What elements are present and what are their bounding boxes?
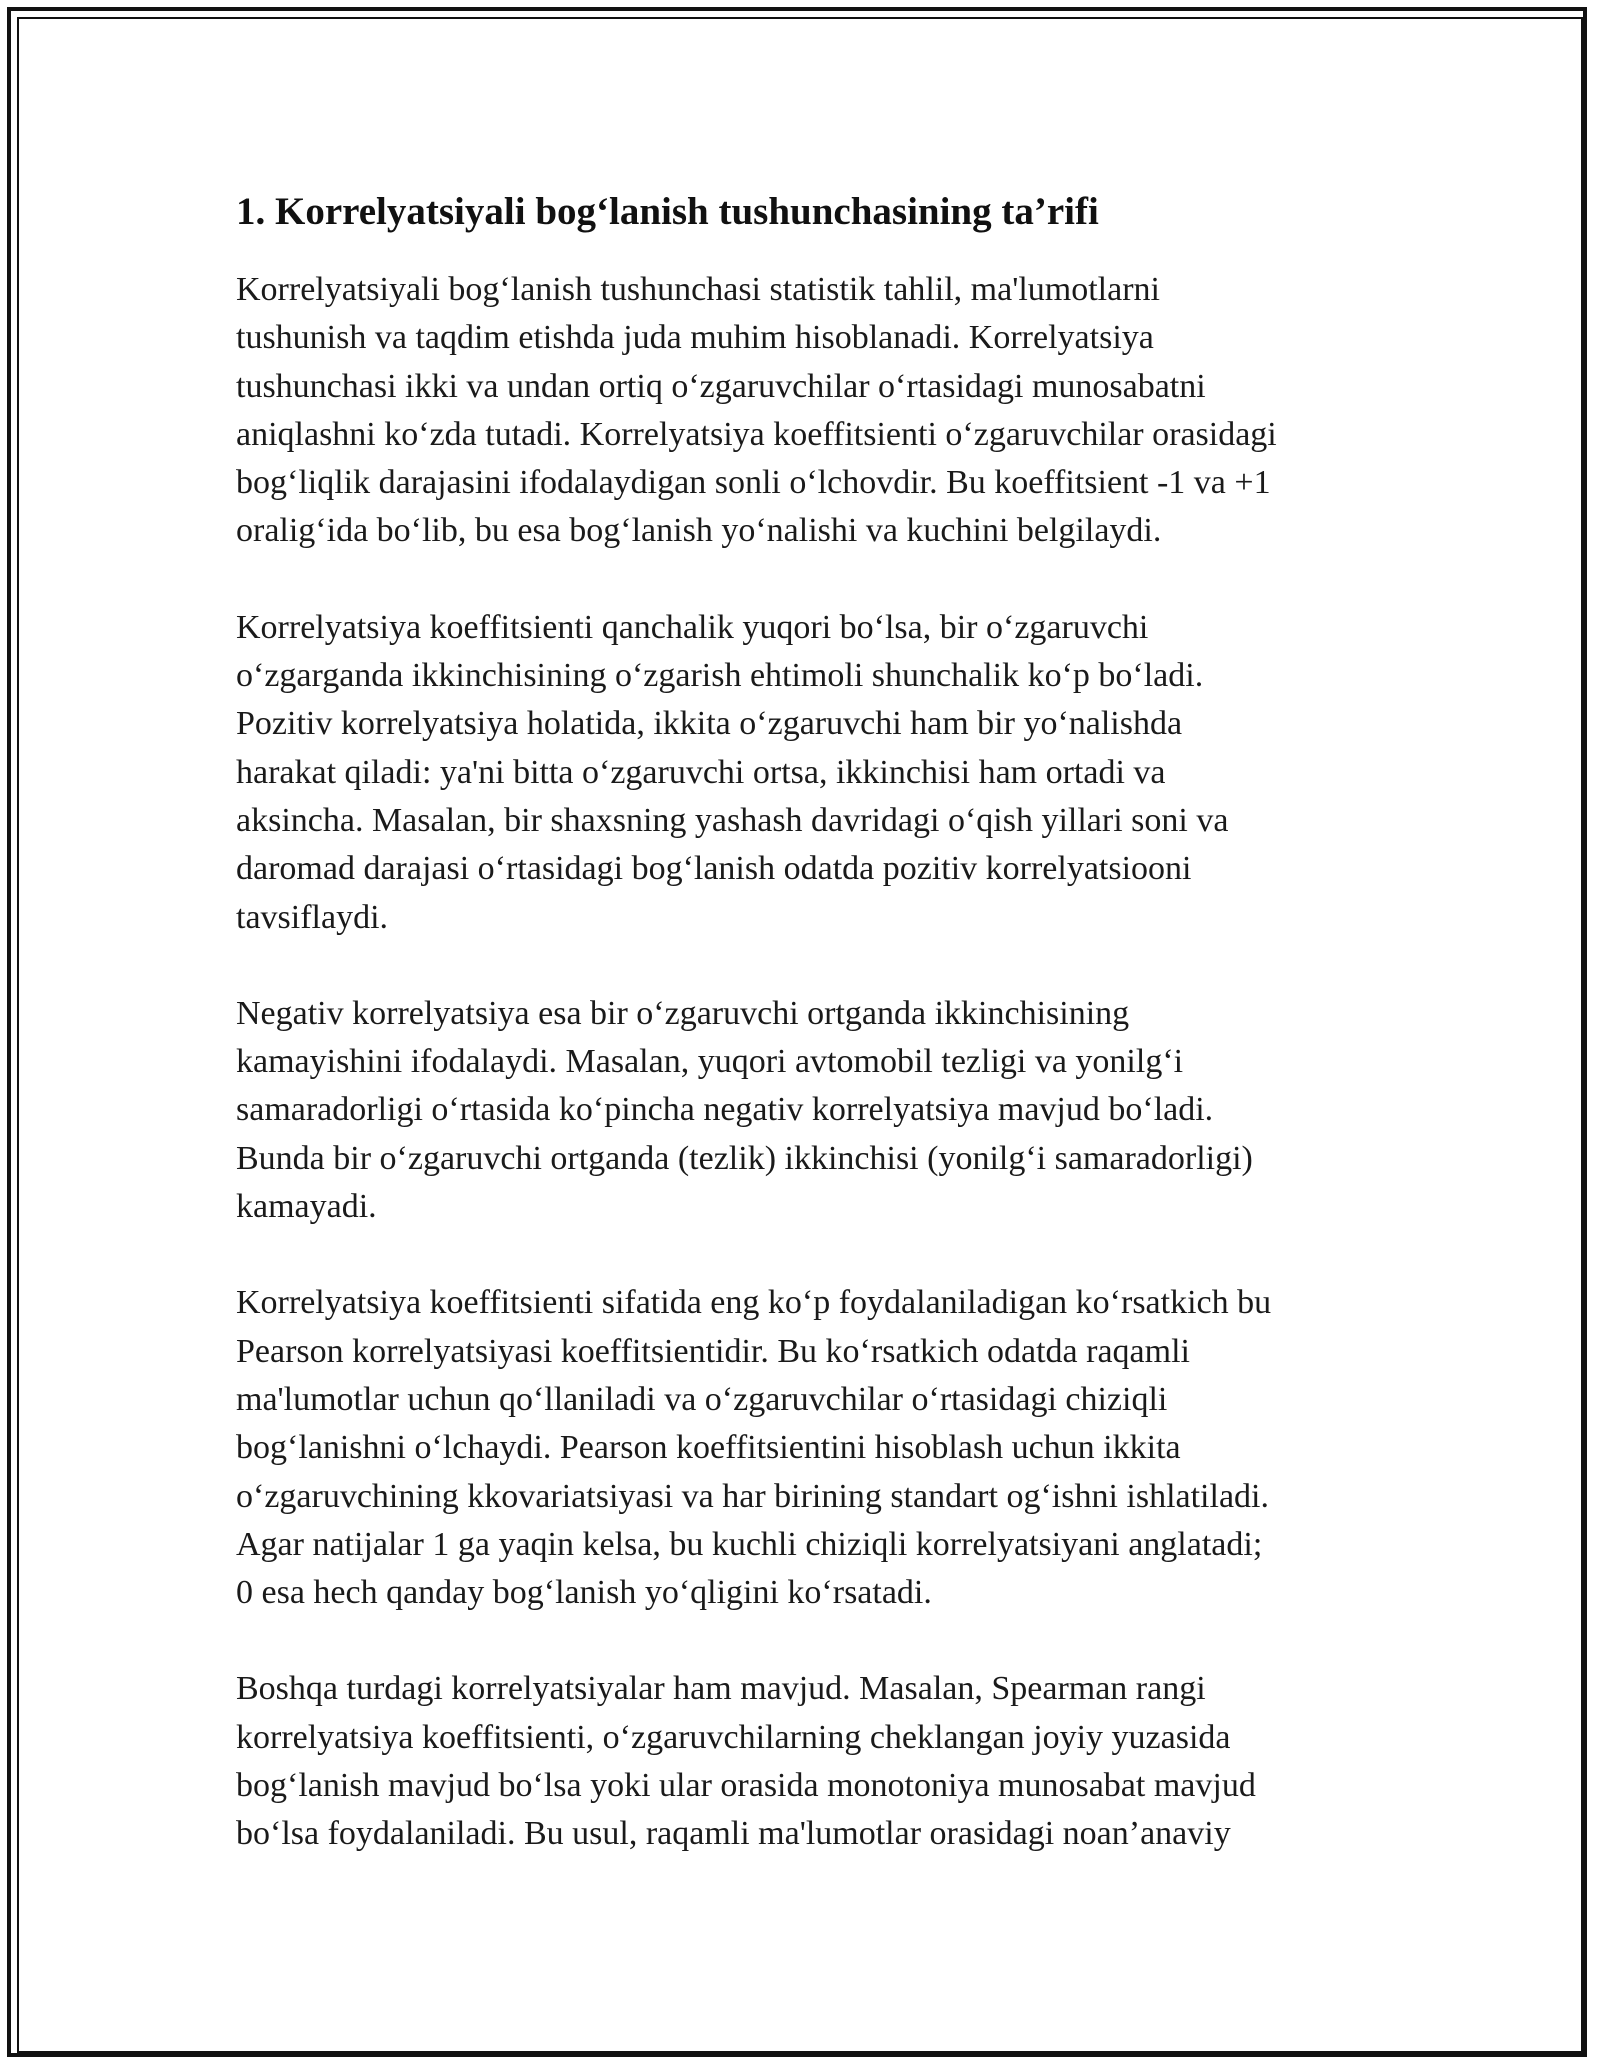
- text-line: Korrelyatsiya koeffitsienti sifatida eng ko‘p foydalaniladigan ko‘rsatkich bu: [236, 1284, 1272, 1322]
- text-line: tushunish va taqdim etishda juda muhim hisoblanadi. Korrelyatsiya: [236, 319, 1154, 357]
- text-line: tushunchasi ikki va undan ortiq o‘zgaruvchilar o‘rtasidagi munosabatni: [236, 367, 1206, 405]
- text-line: ma'lumotlar uchun qo‘llaniladi va o‘zgaruvchilar o‘rtasidagi chiziqli: [236, 1380, 1168, 1418]
- text-line: kamayadi.: [236, 1188, 377, 1226]
- text-line: aniqlashni ko‘zda tutadi. Korrelyatsiya koeffitsienti o‘zgaruvchilar orasidagi: [236, 415, 1277, 453]
- text-line: kamayishini ifodalaydi. Masalan, yuqori avtomobil tezligi va yonilg‘i: [236, 1043, 1184, 1081]
- text-line: korrelyatsiya koeffitsienti, o‘zgaruvchilarning cheklangan joyiy yuzasida: [236, 1718, 1231, 1756]
- section-heading: 1. Korrelyatsiyali bog‘lanish tushunchasining ta’rifi: [236, 190, 1099, 233]
- text-line: o‘zgaruvchining kkovariatsiyasi va har birining standart og‘ishni ishlatiladi.: [236, 1477, 1269, 1515]
- text-line: Boshqa turdagi korrelyatsiyalar ham mavjud. Masalan, Spearman rangi: [236, 1670, 1206, 1708]
- text-line: Pozitiv korrelyatsiya holatida, ikkita o‘zgaruvchi ham bir yo‘nalishda: [236, 705, 1183, 743]
- text-line: daromad darajasi o‘rtasidagi bog‘lanish odatda pozitiv korrelyatsiooni: [236, 850, 1192, 888]
- text-line: bog‘liqlik darajasini ifodalaydigan sonli o‘lchovdir. Bu koeffitsient -1 va +1: [236, 464, 1271, 502]
- document-body: [236, 188, 1366, 1907]
- text-line: samaradorligi o‘rtasida ko‘pincha negativ korrelyatsiya mavjud bo‘ladi.: [236, 1091, 1214, 1129]
- text-line: o‘zgarganda ikkinchisining o‘zgarish ehtimoli shunchalik ko‘p bo‘ladi.: [236, 657, 1204, 695]
- text-line: tavsiflaydi.: [236, 898, 389, 936]
- text-line: Korrelyatsiya koeffitsienti qanchalik yuqori bo‘lsa, bir o‘zgaruvchi: [236, 608, 1149, 646]
- text-line: bog‘lanishni o‘lchaydi. Pearson koeffitsientini hisoblash uchun ikkita: [236, 1429, 1181, 1467]
- text-line: Pearson korrelyatsiyasi koeffitsientidir. Bu ko‘rsatkich odatda raqamli: [236, 1332, 1190, 1370]
- text-line: Negativ korrelyatsiya esa bir o‘zgaruvchi ortganda ikkinchisining: [236, 994, 1130, 1032]
- text-line: aksincha. Masalan, bir shaxsning yashash davridagi o‘qish yillari soni va: [236, 801, 1229, 839]
- text-line: Bunda bir o‘zgaruvchi ortganda (tezlik) ikkinchisi (yonilg‘i samaradorligi): [236, 1139, 1253, 1177]
- paragraph-negative-correlation: [236, 990, 1366, 1231]
- text-line: bog‘lanish mavjud bo‘lsa yoki ular orasida monotoniya munosabat mavjud: [236, 1767, 1256, 1805]
- paragraph-pearson: [236, 1279, 1366, 1617]
- text-line: Agar natijalar 1 ga yaqin kelsa, bu kuchli chiziqli korrelyatsiyani anglatadi;: [236, 1525, 1263, 1563]
- paragraph-positive-correlation: [236, 604, 1366, 942]
- paragraph-spearman: [236, 1665, 1366, 1858]
- text-line: bo‘lsa foydalaniladi. Bu usul, raqamli ma'lumotlar orasidagi noan’anaviy: [236, 1815, 1231, 1853]
- text-line: oralig‘ida bo‘lib, bu esa bog‘lanish yo‘nalishi va kuchini belgilaydi.: [236, 512, 1162, 550]
- paragraph-definition: [236, 266, 1366, 556]
- text-line: Korrelyatsiyali bog‘lanish tushunchasi statistik tahlil, ma'lumotlarni: [236, 271, 1160, 308]
- text-line: harakat qiladi: ya'ni bitta o‘zgaruvchi ortsa, ikkinchisi ham ortadi va: [236, 753, 1166, 791]
- text-line: 0 esa hech qanday bog‘lanish yo‘qligini ko‘rsatadi.: [236, 1574, 932, 1612]
